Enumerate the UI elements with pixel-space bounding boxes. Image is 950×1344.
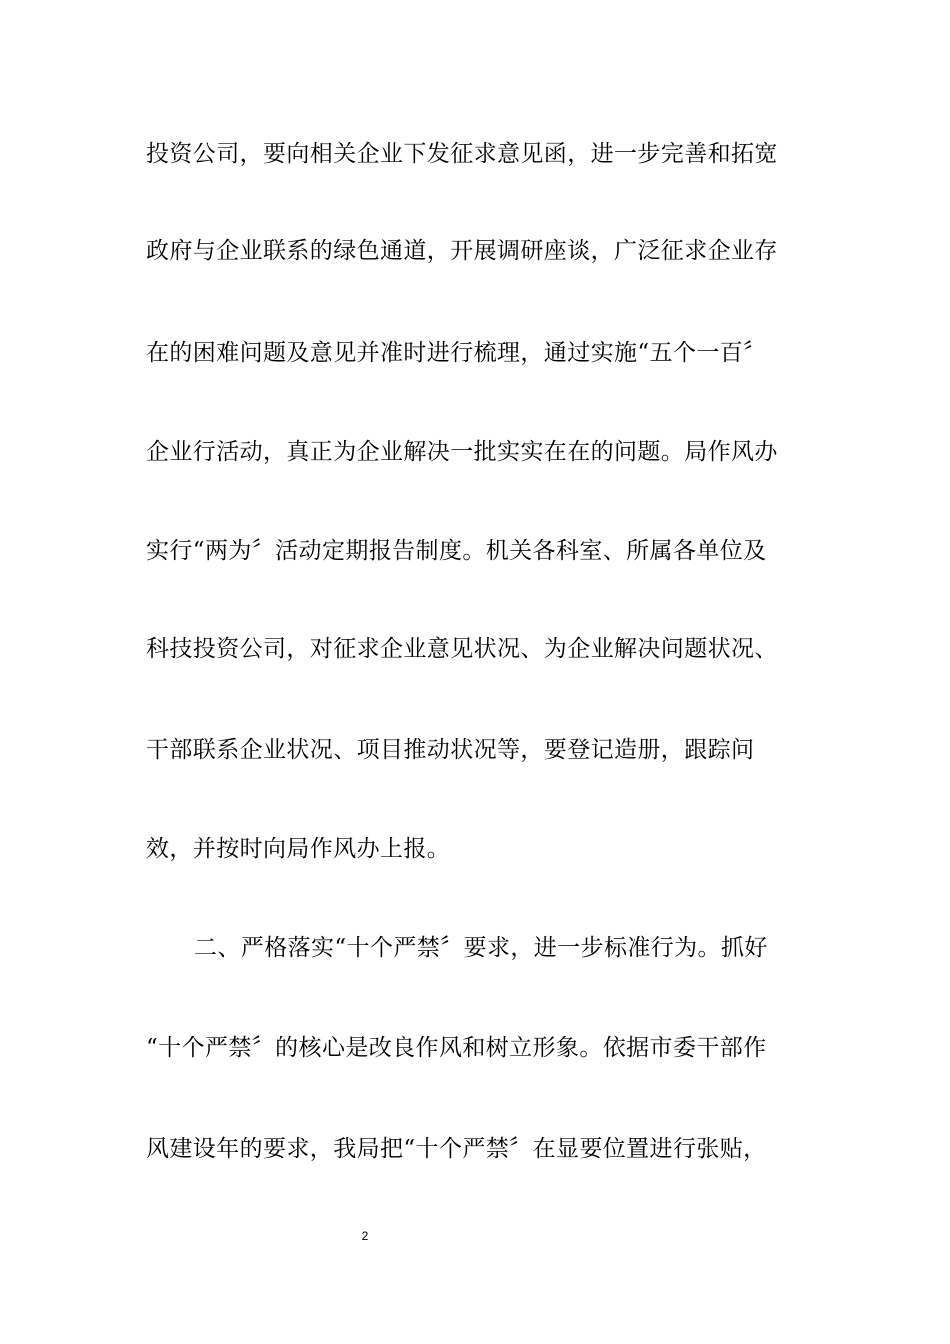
body-text-line: 政府与企业联系的绿色通道，开展调研座谈，广泛征求企业存 [146,238,778,264]
body-text-line: 在的困难问题及意见并准时进行梳理，通过实施“五个一百〞 [146,340,767,366]
body-text-line: 科技投资公司，对征求企业意见状况、为企业解决问题状况、 [146,636,778,662]
body-text-line: 效，并按时向局作风办上报。 [146,836,451,862]
body-text-line: 干部联系企业状况、项目推动状况等，要登记造册，跟踪问 [146,737,755,763]
body-text-line: 风建设年的要求，我局把“十个严禁〞在显要位置进行张贴， [146,1136,767,1162]
body-text-line: “十个严禁〞的核心是改良作风和树立形象。依据市委干部作 [146,1035,767,1061]
body-text-line: 企业行活动，真正为企业解决一批实实在在的问题。局作风办 [146,439,778,465]
body-text-line: 投资公司，要向相关企业下发征求意见函，进一步完善和拓宽 [146,141,778,167]
body-text-line: 实行“两为〞活动定期报告制度。机关各科室、所属各单位及 [146,538,767,564]
paragraph-start-line: 二、严格落实“十个严禁〞要求，进一步标准行为。抓好 [194,935,768,961]
page-number: 2 [361,1229,369,1243]
